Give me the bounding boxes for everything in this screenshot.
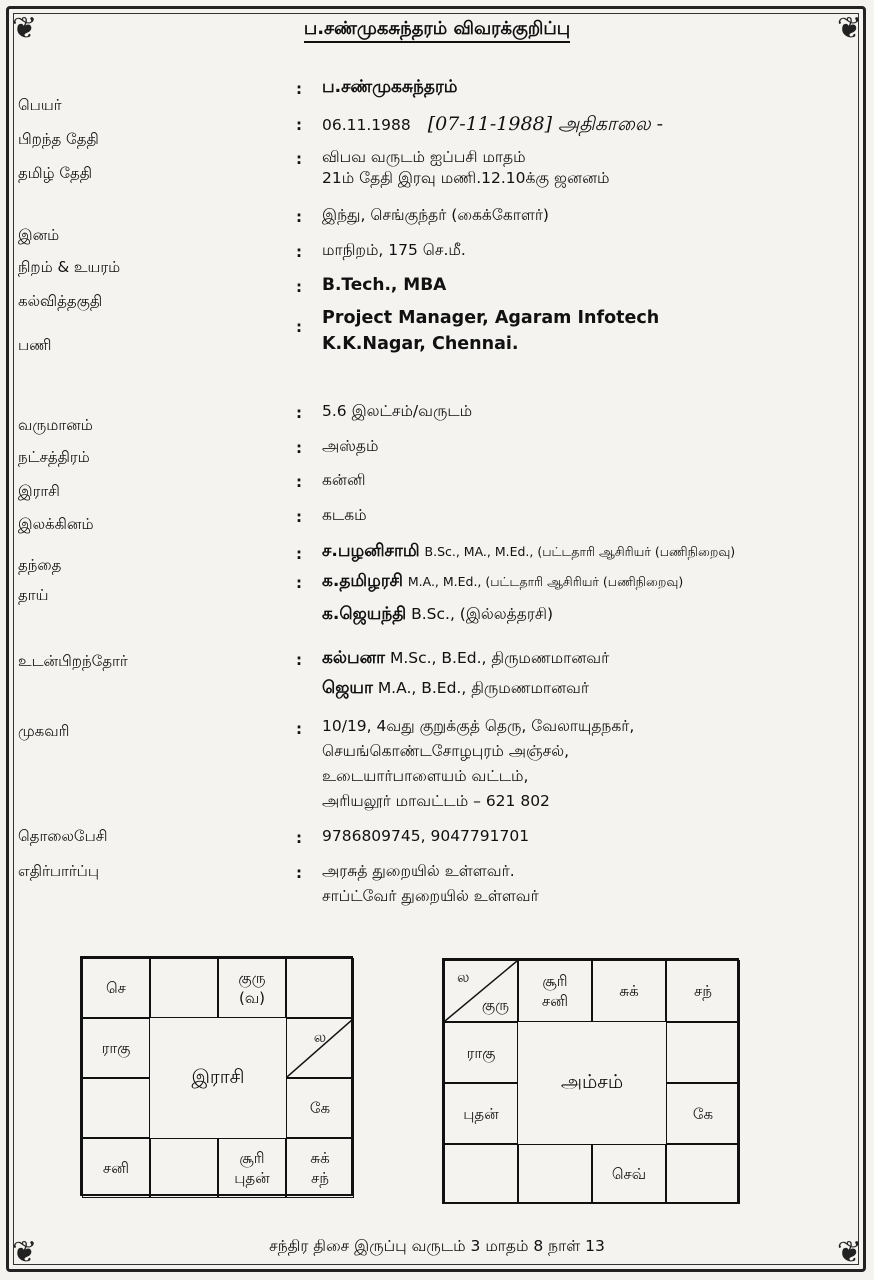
value-tamil-date-line2: 21ம் தேதி இரவு மணி.12.10க்கு ஜனனம் bbox=[322, 169, 610, 187]
colon: : bbox=[296, 439, 302, 457]
colon: : bbox=[296, 243, 302, 261]
colon: : bbox=[296, 829, 302, 847]
value-name: ப.சண்முகசுந்தரம் bbox=[322, 77, 458, 97]
label-income: வருமானம் bbox=[18, 416, 93, 434]
value-address-line1: 10/19, 4வது குறுக்குத் தெரு, வேலாயுதநகர், bbox=[322, 717, 635, 735]
rasi-cell-9 bbox=[82, 1078, 150, 1138]
mother-name: க.தமிழரசி bbox=[322, 571, 403, 591]
label-phone: தொலைபேசி bbox=[18, 827, 108, 845]
father-details: B.Sc., MA., M.Ed., (பட்டதாரி ஆசிரியர் (பணிநிறைவு) bbox=[424, 544, 736, 559]
father-name: ச.பழனிசாமி bbox=[322, 541, 420, 561]
label-father: தந்தை bbox=[18, 556, 62, 574]
colon: : bbox=[296, 404, 302, 422]
document-title: ப.சண்முகசுந்தரம் விவரக்குறிப்பு bbox=[0, 18, 874, 41]
colon: : bbox=[296, 545, 302, 563]
colon: : bbox=[296, 208, 302, 226]
amsam-cell-12: கே bbox=[666, 1083, 740, 1144]
rasi-cell-13: சனி bbox=[82, 1138, 150, 1198]
mother2-name: க.ஜெயந்தி bbox=[322, 604, 407, 624]
corner-ornament-top-right: ❦ bbox=[836, 11, 862, 46]
dasa-balance: சந்திர திசை இருப்பு வருடம் 3 மாதம் 8 நாள் 13 bbox=[269, 1237, 605, 1255]
label-expectation: எதிர்பார்ப்பு bbox=[18, 862, 99, 880]
label-education: கல்வித்தகுதி bbox=[18, 292, 103, 310]
amsam-cell-13 bbox=[444, 1144, 518, 1204]
colon: : bbox=[296, 473, 302, 491]
rasi-cell-12: கே bbox=[286, 1078, 354, 1138]
colon: : bbox=[296, 720, 302, 738]
sibling1-details: M.Sc., B.Ed., திருமணமானவர் bbox=[389, 649, 610, 667]
colon: : bbox=[296, 574, 302, 592]
value-star: அஸ்தம் bbox=[322, 437, 379, 455]
amsam-cell-3: சுக் bbox=[592, 960, 666, 1022]
rasi-cell-14 bbox=[150, 1138, 218, 1198]
label-siblings: உடன்பிறந்தோர் bbox=[18, 652, 128, 670]
amsam-cell-2: சூரி சனி bbox=[518, 960, 592, 1022]
label-job: பணி bbox=[18, 336, 52, 354]
rasi-cell-3: குரு (வ) bbox=[218, 958, 286, 1018]
sibling2-name: ஜெயா bbox=[322, 678, 373, 698]
amsam-cell-16 bbox=[666, 1144, 740, 1204]
value-father bbox=[322, 540, 735, 563]
value-mother2 bbox=[322, 603, 553, 625]
amsam-cell-15: செவ் bbox=[592, 1144, 666, 1204]
amsam-chart bbox=[442, 958, 739, 1204]
amsam-cell-9: புதன் bbox=[444, 1083, 518, 1144]
label-caste: இனம் bbox=[18, 226, 60, 244]
amsam-cell-8 bbox=[666, 1022, 740, 1083]
rasi-cell-2 bbox=[150, 958, 218, 1018]
colon: : bbox=[296, 651, 302, 669]
dob-handwritten: [07-11-1988] அதிகாலை - bbox=[427, 113, 664, 135]
amsam-cell-4: சந் bbox=[666, 960, 740, 1022]
value-lagnam: கடகம் bbox=[322, 506, 367, 524]
corner-ornament-top-left: ❦ bbox=[12, 11, 38, 46]
amsam-chart-title: அம்சம் bbox=[560, 1070, 624, 1093]
lagna-diagonal bbox=[287, 1019, 353, 1077]
value-sibling2 bbox=[322, 677, 589, 699]
colon: : bbox=[296, 278, 302, 296]
label-mother: தாய் bbox=[18, 586, 49, 604]
rasi-chart-title: இராசி bbox=[191, 1065, 245, 1088]
value-dob bbox=[322, 113, 663, 136]
value-mother bbox=[322, 570, 683, 593]
colon: : bbox=[296, 150, 302, 168]
value-sibling1 bbox=[322, 647, 609, 669]
label-dob: பிறந்த தேதி bbox=[18, 130, 99, 148]
colon: : bbox=[296, 864, 302, 882]
value-caste: இந்து, செங்குந்தர் (கைக்கோளர்) bbox=[322, 206, 549, 224]
value-address-line3: உடையார்பாளையம் வட்டம், bbox=[322, 767, 529, 785]
value-address-line4: அரியலூர் மாவட்டம் – 621 802 bbox=[322, 792, 550, 810]
rasi-cell-4 bbox=[286, 958, 354, 1018]
value-complexion: மாநிறம், 175 செ.மீ. bbox=[322, 241, 466, 259]
colon: : bbox=[296, 80, 302, 98]
value-rasi: கன்னி bbox=[322, 471, 366, 489]
amsam-cell-1: ல குரு bbox=[444, 960, 518, 1022]
amsam-cell-14 bbox=[518, 1144, 592, 1204]
value-phone: 9786809745, 9047791701 bbox=[322, 827, 530, 845]
mother-details: M.A., M.Ed., (பட்டதாரி ஆசிரியர் (பணிநிறைவு) bbox=[407, 574, 684, 589]
rasi-cell-15: சூரி புதன் bbox=[218, 1138, 286, 1198]
sibling2-details: M.A., B.Ed., திருமணமானவர் bbox=[377, 679, 589, 697]
value-education: B.Tech., MBA bbox=[322, 275, 447, 295]
colon: : bbox=[296, 508, 302, 526]
label-star: நட்சத்திரம் bbox=[18, 448, 90, 466]
rasi-cell-5: ராகு bbox=[82, 1018, 150, 1078]
label-name: பெயர் bbox=[18, 96, 62, 114]
sibling1-name: கல்பனா bbox=[322, 648, 386, 668]
value-income: 5.6 இலட்சம்/வருடம் bbox=[322, 402, 473, 420]
rasi-cell-1: செ bbox=[82, 958, 150, 1018]
corner-ornament-bottom-left: ❦ bbox=[12, 1235, 38, 1270]
rasi-cell-8: ல bbox=[286, 1018, 354, 1078]
mother2-details: B.Sc., (இல்லத்தரசி) bbox=[411, 605, 554, 623]
colon: : bbox=[296, 116, 302, 134]
value-job-line1: Project Manager, Agaram Infotech bbox=[322, 308, 660, 328]
value-tamil-date-line1: விபவ வருடம் ஐப்பசி மாதம் bbox=[322, 148, 526, 166]
label-tamil-date: தமிழ் தேதி bbox=[18, 164, 93, 182]
value-expectation-line2: சாப்ட்வேர் துறையில் உள்ளவர் bbox=[322, 887, 539, 905]
label-lagnam: இலக்கினம் bbox=[18, 515, 94, 533]
colon: : bbox=[296, 318, 302, 336]
corner-ornament-bottom-right: ❦ bbox=[836, 1235, 862, 1270]
rasi-chart bbox=[80, 956, 353, 1196]
label-address: முகவரி bbox=[18, 722, 70, 740]
value-job-line2: K.K.Nagar, Chennai. bbox=[322, 334, 519, 354]
value-expectation-line1: அரசுத் துறையில் உள்ளவர். bbox=[322, 862, 515, 880]
amsam-cell-5: ராகு bbox=[444, 1022, 518, 1083]
label-rasi: இராசி bbox=[18, 482, 60, 500]
value-address-line2: செயங்கொண்டசோழபுரம் அஞ்சல், bbox=[322, 742, 570, 760]
label-complexion: நிறம் & உயரம் bbox=[18, 258, 121, 276]
rasi-cell-16: சுக் சந் bbox=[286, 1138, 354, 1198]
dob-printed: 06.11.1988 bbox=[322, 116, 411, 134]
